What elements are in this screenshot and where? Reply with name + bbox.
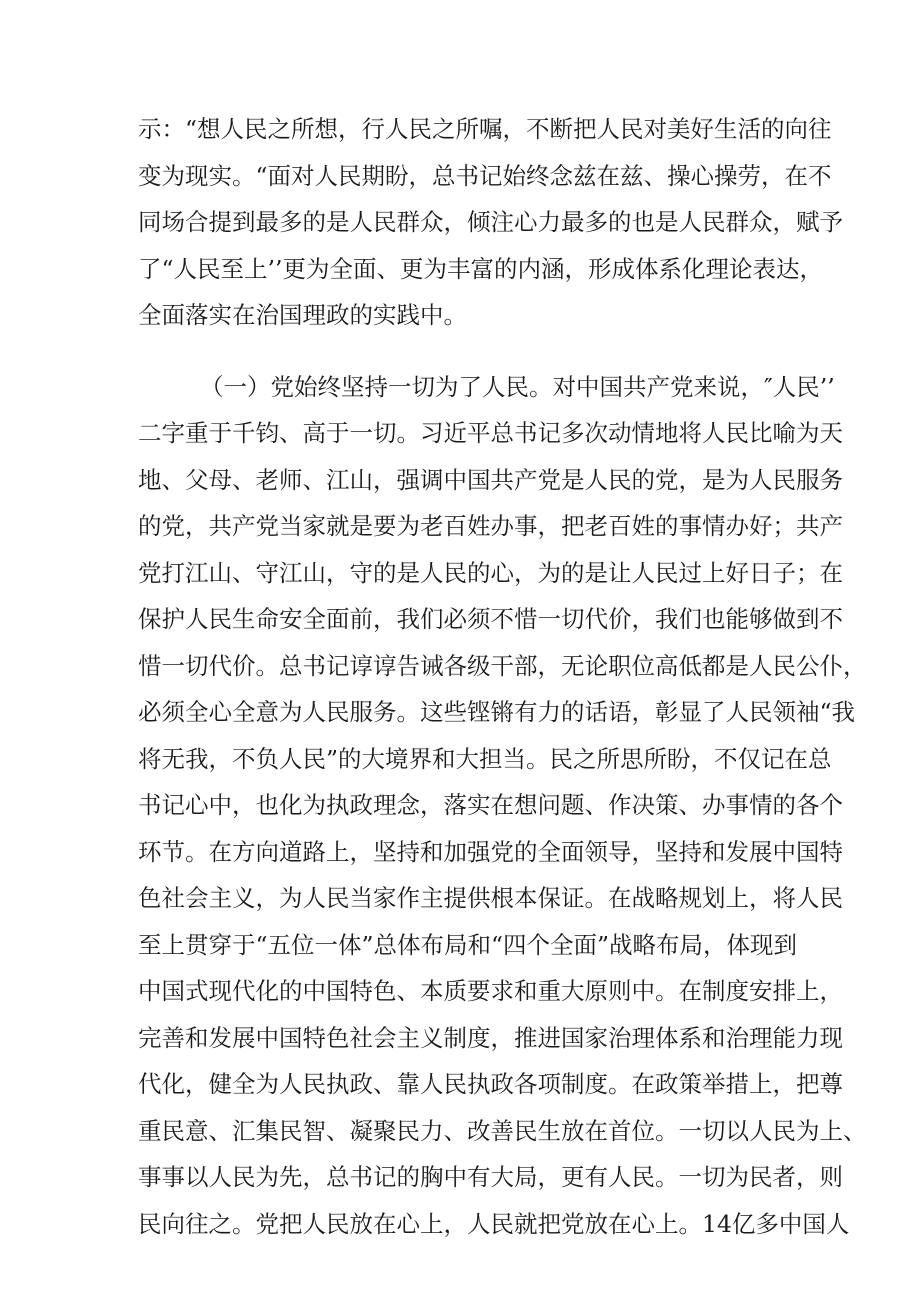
paragraph-gap [138, 339, 788, 364]
paragraph-2 [138, 364, 867, 1248]
paragraph-1 [138, 106, 843, 339]
text-line: 至上贯穿于“五位一体”总体布局和“四个全面”战略布局，体现到 [138, 930, 798, 959]
body-text [138, 106, 867, 1247]
text-line: 将无我，不负人民”的大境界和大担当。民之所思所盼，不仅记在总 [138, 744, 832, 773]
text-line: 了“人民至上’’更为全面、更为丰富的内涵，形成体系化理论表达， [138, 254, 823, 283]
text-line: 变为现实。“面对人民期盼，总书记始终念兹在兹、操心操劳，在不 [138, 161, 832, 190]
text-line: 党打江山、守江山，守的是人民的心，为的是让人民过上好日子；在 [138, 558, 843, 587]
text-line: 中国式现代化的中国特色、本质要求和重大原则中。在制度安排上， [138, 977, 843, 1005]
text-line: 地、父母、老师、江山，强调中国共产党是人民的党，是为人民服务 [138, 465, 843, 494]
text-line: 必须全心全意为人民服务。这些铿锵有力的话语，彰显了人民领袖“我 [138, 698, 856, 726]
text-line: 重民意、汇集民智、凝聚民力、改善民生放在首位。一切以人民为上、 [138, 1116, 867, 1145]
text-line: 环节。在方向道路上，坚持和加强党的全面领导，坚持和发展中国特 [138, 837, 843, 866]
text-line: 保护人民生命安全面前，我们必须不惜一切代价，我们也能够做到不 [138, 605, 843, 633]
text-line: 二字重于千钧、高于一切。习近平总书记多次动情地将人民比喻为天 [138, 419, 843, 447]
text-line: 惜一切代价。总书记谆谆告诫各级干部，无论职位高低都是人民公仆， [138, 651, 867, 680]
text-line: 色社会主义，为人民当家作主提供根本保证。在战略规划上，将人民 [138, 884, 843, 912]
text-line: 全面落实在治国理政的实践中。 [138, 301, 467, 329]
text-line: 民向往之。党把人民放在心上，人民就把党放在心上。14亿多中国人 [138, 1209, 850, 1238]
text-line: 代化，健全为人民执政、靠人民执政各项制度。在政策举措上，把尊 [138, 1070, 843, 1098]
text-line: 同场合提到最多的是人民群众，倾注心力最多的也是人民群众，赋予 [138, 208, 843, 236]
text-line: 书记心中，也化为执政理念，落实在想问题、作决策、办事情的各个 [138, 791, 843, 819]
text-line: 示：“想人民之所想，行人民之所嘱，不断把人民对美好生活的向往 [138, 115, 832, 143]
text-line: 事事以人民为先，总书记的胸中有大局，更有人民。一切为民者，则 [138, 1163, 843, 1191]
text-line: 的党，共产党当家就是要为老百姓办事，把老百姓的事情办好；共产 [138, 512, 843, 540]
text-line: （一）党始终坚持一切为了人民。对中国共产党来说，″人民’’ [200, 372, 835, 401]
text-line: 完善和发展中国特色社会主义制度，推进国家治理体系和治理能力现 [138, 1023, 843, 1052]
